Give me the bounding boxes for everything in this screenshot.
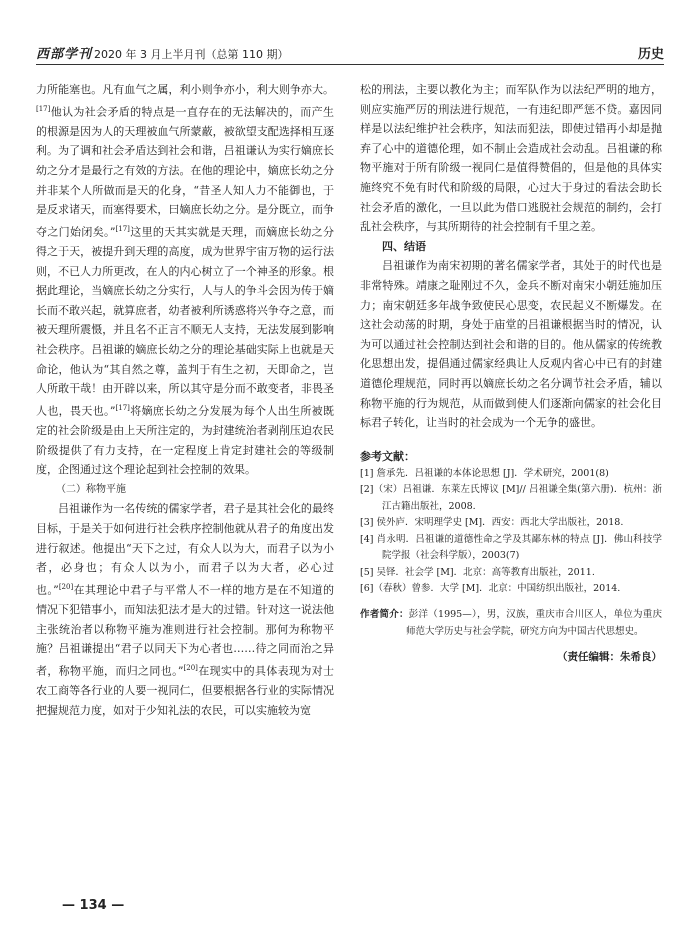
text-run: 他认为社会矛盾的特点是一直存在的无法解决的，而产生的根源是因为人的天理被血气所蒙蔽，被欲望支配选择相互逐利。为了调和社会矛盾达到社会和谐，吕祖谦认为实行嫡庶长幼之分才是最行之有效的方法。在他的理论中，嫡庶长幼之分并非某个人所做而是天的化身，“昔圣人知人力不能御也，于是反求诸天，而塞得要术，曰嫡庶长幼之分。是分既立，而争夺之门始闭矣。” [36, 105, 334, 239]
citation: [17] [36, 104, 51, 113]
paragraph [36, 80, 334, 480]
citation: [17] [115, 403, 130, 412]
reference-list [360, 466, 662, 598]
references-title: 参考文献： [360, 449, 415, 463]
reference-item: [5] 吴铎．社会学 [M]．北京：高等教育出版社，2011. [360, 566, 595, 578]
left-column [36, 80, 334, 720]
citation: [20] [183, 663, 198, 672]
text-run: 吕祖谦作为一名传统的儒家学者，君子是其社会化的最终目标，于是关于如何进行社会秩序控制他就从君子的角度出发进行叙述。他提出“天下之过，有众人以为大，而君子以为小者，必身也；有众人以为小，而君子以为大者，必心过也。” [36, 502, 334, 597]
text-run: 在其理论中君子与平常人不一样的地方是在不知道的情况下犯错事小，而知法犯法才是大的过错。针对这一说法他主张统治者以称物平施为准则进行社会控制。那何为称物平施？吕祖谦提出“君子以同天下为心者也……待之同而治之异者，称物平施，而归之同也。” [36, 583, 335, 678]
text-run: 在现实中的具体表现为对士农工商等各行业的人要一视同仁，但要根据各行业的实际情况把握规范力度，如对于少知礼法的农民，可以实施较为宽 [36, 664, 335, 717]
reference-item: [6]（春秋）曾参．大学 [M]．北京：中国纺织出版社，2014. [360, 583, 621, 595]
paragraph: 松的刑法，主要以教化为主；而军队作为以法纪严明的地方，则应实施严厉的刑法进行规范，一有违纪即严惩不贷。嘉因同样是以法纪维护社会秩序，知法而犯法，即使过错再小却是抛弃了心中的道德伦理，如不制止会造成社会动乱。吕祖谦的称物平施对于所有阶级一视同仁是值得赞倡的，但是他的具体实施终究不免有时代和阶级的局限，心过大于身过的看法会助长社会矛盾的激化，一旦以此为借口逃脱社会规范的制约，会打乱社会秩序，与其所期待的社会控制有千里之差。 [360, 83, 662, 234]
issue-info: 2020 年 3 月上半月刊（总第 110 期） [94, 48, 289, 61]
subsection-heading: （二）称物平施 [56, 483, 126, 495]
text-run: 力所能塞也。凡有血气之属，利小则争亦小，利大则争亦大。 [36, 83, 334, 96]
paragraph [36, 499, 334, 720]
journal-logo: 西部学刊 [36, 47, 93, 62]
reference-item: [4] 肖永明．吕祖谦的道德性命之学及其鄙东林的特点 [J]．佛山科技学院学报（社会科学版），2003(7) [360, 533, 662, 562]
reference-item: [3] 侯外庐．宋明理学史 [M]．西安：西北大学出版社，2018. [360, 517, 624, 529]
editor-credit: （责任编辑：朱希良） [557, 650, 662, 663]
page-number: — 134 — [62, 898, 125, 913]
citation: [20] [58, 582, 74, 591]
section-heading: 四、结语 [382, 239, 426, 253]
header-rule [36, 64, 664, 65]
reference-item: [2]（宋）吕祖谦．东莱左氏博议 [M]// 吕祖谦全集(第六册)．杭州：浙江古籍出版社，2008. [360, 484, 662, 512]
reference-item: [1] 詹承先．吕祖谦的本体论思想 [J]．学术研究，2001(8) [360, 467, 609, 479]
text-run: 将嫡庶长幼之分发展为每个人出生所被既定的社会阶级是由上天所注定的，为封建统治者剥削压迫农民阶级提供了有力支持，在一定程度上肯定封建社会的等级制度，企图通过这个理论起到社会控制的效果。 [36, 404, 335, 477]
section-tag: 历史 [637, 47, 664, 62]
paragraph: 吕祖谦作为南宋初期的著名儒家学者，其处于的时代也是非常特殊。靖康之耻刚过不久，金兵不断对南宋小朝廷施加压力；南宋朝廷多年战争致使民心思变，农民起义不断爆发。在这社会动荡的时期，身处于庙堂的吕祖谦根据当时的情况，认为可以通过社会控制达到社会和谐的目的。他从儒家的传统教化思想出发，提倡通过儒家经典让人反观内省心中已有的封建道德伦理规范，同时再以嫡庶长幼之名分调节社会矛盾，辅以称物平施的行为规范，从而做到使人们逐渐向儒家的社会化目标君子转化，让当时的社会成为一个无争的盛世。 [360, 259, 662, 430]
text-run: 这里的天其实就是天理，而嫡庶长幼之分得之于天，被提升到天理的高度，成为世界宇宙万物的运行法则，不已人力所更改，在人的内心树立了一个神圣的形象。根据此理论，当嫡庶长幼之分实行，人与人的争斗会因为传于嫡长而不敢兴起，就算庶者，幼者被利所诱惑将兴争夺之意，而被天理所震慑，并且名不正言不顺无人支持，无法发展到影响社会秩序。吕祖谦的嫡庶长幼之分的理论基础实际上也就是天命论，他认为“其自然之尊，盖判于有生之初，天即命之，岂人所敢干哉！由开辟以来，所以其守是分而不敢变者，非畏圣人也，畏天也。” [36, 225, 335, 418]
right-column [360, 80, 662, 667]
citation: [17] [115, 224, 130, 233]
page-header [36, 40, 664, 62]
author-text: 彭洋（1995—），男，汉族，重庆市合川区人，单位为重庆师范大学历史与社会学院，研究方向为中国古代思想史。 [406, 608, 662, 637]
author-label: 作者简介： [360, 608, 409, 620]
author-bio [360, 606, 662, 640]
